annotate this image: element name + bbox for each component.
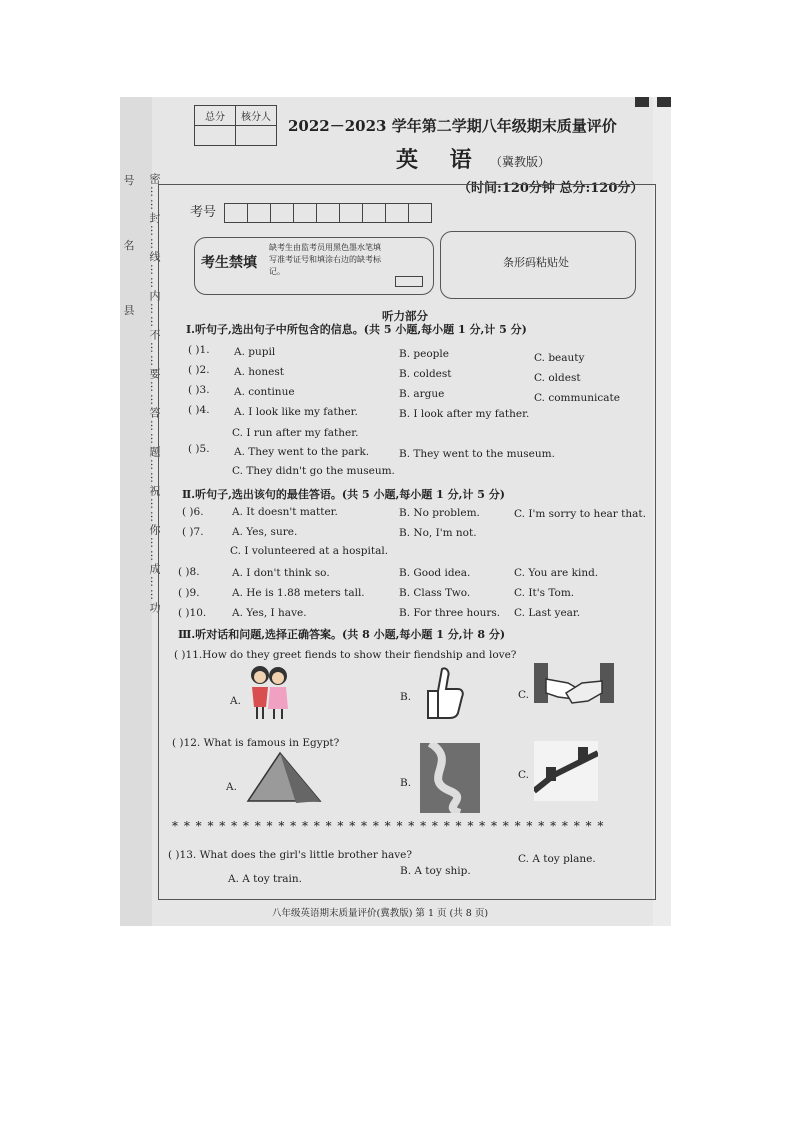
q12-option-b-label[interactable]: B.	[400, 777, 412, 789]
q6-option-c[interactable]: C. I'm sorry to hear that.	[514, 508, 646, 520]
q2-option-a[interactable]: A. honest	[234, 366, 284, 378]
q12-text: ( )12. What is famous in Egypt?	[172, 737, 340, 749]
score-table	[194, 105, 277, 146]
q10-option-c[interactable]: C. Last year.	[514, 607, 581, 619]
score-checker-label: 核分人	[236, 106, 277, 126]
q7-num: ( )7.	[182, 526, 204, 538]
q7-option-a[interactable]: A. Yes, sure.	[232, 526, 298, 538]
q12-option-c-label[interactable]: C.	[518, 769, 529, 781]
binding-label-county: 县	[123, 304, 135, 317]
q7-option-c[interactable]: C. I volunteered at a hospital.	[230, 545, 389, 557]
checker-cell[interactable]	[236, 126, 277, 146]
q3-option-b[interactable]: B. argue	[399, 388, 445, 400]
handshake-icon	[534, 663, 614, 719]
q5-option-b[interactable]: B. They went to the museum.	[399, 448, 555, 460]
q6-option-a[interactable]: A. It doesn't matter.	[232, 506, 338, 518]
score-total-label: 总分	[195, 106, 236, 126]
listening-title: 听力部分	[382, 309, 428, 323]
q11-option-b-label[interactable]: B.	[400, 691, 412, 703]
q1-option-c[interactable]: C. beauty	[534, 352, 585, 364]
dark-mark	[635, 97, 649, 107]
section1-heading: Ⅰ.听句子,选出句子中所包含的信息。(共 5 小题,每小题 1 分,计 5 分)	[186, 323, 527, 336]
exam-title: 2022－2023 学年第二学期八年级期末质量评价	[288, 117, 617, 135]
q5-option-a[interactable]: A. They went to the park.	[234, 446, 370, 458]
q8-num: ( )8.	[178, 566, 200, 578]
exam-number-boxes[interactable]	[224, 203, 431, 223]
q2-option-b[interactable]: B. coldest	[399, 368, 452, 380]
q2-num: ( )2.	[188, 364, 210, 376]
q9-option-c[interactable]: C. It's Tom.	[514, 587, 575, 599]
page-footer: 八年级英语期末质量评价(冀教版) 第 1 页 (共 8 页)	[272, 908, 489, 919]
q13-option-a[interactable]: A. A toy train.	[228, 873, 302, 885]
q13-text: ( )13. What does the girl's little brother have?	[168, 849, 413, 861]
q3-num: ( )3.	[188, 384, 210, 396]
q8-option-a[interactable]: A. I don't think so.	[232, 567, 330, 579]
binding-label-number: 号	[123, 174, 135, 187]
exam-number-row	[190, 201, 431, 223]
q10-option-b[interactable]: B. For three hours.	[399, 607, 501, 619]
rules-box	[194, 237, 434, 295]
q5-option-c[interactable]: C. They didn't go the museum.	[232, 465, 395, 477]
q4-num: ( )4.	[188, 404, 210, 416]
q9-option-b[interactable]: B. Class Two.	[399, 587, 471, 599]
section2-heading: Ⅱ.听句子,选出该句的最佳答语。(共 5 小题,每小题 1 分,计 5 分)	[182, 488, 505, 501]
score-cell[interactable]	[195, 126, 236, 146]
q4-option-a[interactable]: A. I look like my father.	[234, 406, 358, 418]
subject-title: 英 语	[396, 147, 484, 173]
star-divider: * * * * * * * * * * * * * * * * * * * * * * * * * * * * * * * * * * * * *	[172, 819, 605, 833]
great-wall-icon	[534, 741, 598, 801]
q6-option-b[interactable]: B. No problem.	[399, 507, 480, 519]
q9-num: ( )9.	[178, 587, 200, 599]
pyramid-icon	[244, 751, 324, 807]
q1-option-a[interactable]: A. pupil	[234, 346, 276, 358]
rules-text: 缺考生由监考员用黑色墨水笔填写准考证号和填涂右边的缺考标记。	[269, 243, 381, 276]
q12-option-a-label[interactable]: A.	[226, 781, 237, 793]
q8-option-b[interactable]: B. Good idea.	[399, 567, 471, 579]
q9-option-a[interactable]: A. He is 1.88 meters tall.	[232, 587, 365, 599]
q13-option-c[interactable]: C. A toy plane.	[518, 853, 596, 865]
q3-option-c[interactable]: C. communicate	[534, 392, 620, 404]
q4-option-b[interactable]: B. I look after my father.	[399, 408, 530, 420]
barcode-box	[440, 231, 636, 299]
exam-paper-photo	[120, 97, 671, 926]
q8-option-c[interactable]: C. You are kind.	[514, 567, 599, 579]
q4-option-c[interactable]: C. I run after my father.	[232, 427, 359, 439]
dark-mark	[657, 97, 671, 107]
q1-num: ( )1.	[188, 344, 210, 356]
thumbs-up-icon	[420, 663, 466, 721]
q11-text: ( )11.How do they greet fiends to show their fiendship and love?	[174, 649, 517, 661]
rules-title: 考生禁填	[201, 255, 257, 271]
absence-mark-box[interactable]	[395, 276, 423, 287]
q6-num: ( )6.	[182, 506, 204, 518]
q5-num: ( )5.	[188, 443, 210, 455]
q11-option-c-label[interactable]: C.	[518, 689, 529, 701]
seal-line-text: 密……封……线……内……不……要……答……题……祝……你……成……功	[148, 173, 161, 615]
q10-option-a[interactable]: A. Yes, I have.	[232, 607, 307, 619]
q1-option-b[interactable]: B. people	[399, 348, 449, 360]
q2-option-c[interactable]: C. oldest	[534, 372, 581, 384]
q7-option-b[interactable]: B. No, I'm not.	[399, 527, 477, 539]
section3-heading: Ⅲ.听对话和问题,选择正确答案。(共 8 小题,每小题 1 分,计 8 分)	[178, 628, 506, 641]
barcode-label: 条形码粘贴处	[503, 256, 569, 269]
q11-option-a-label[interactable]: A.	[230, 695, 241, 707]
q3-option-a[interactable]: A. continue	[234, 386, 295, 398]
q13-option-b[interactable]: B. A toy ship.	[400, 865, 471, 877]
time-info: （时间:120分钟 总分:120分）	[458, 181, 644, 196]
exam-number-label: 考号	[190, 205, 217, 220]
edition-label: （冀教版）	[490, 155, 551, 169]
river-icon	[420, 743, 480, 813]
q10-num: ( )10.	[178, 607, 207, 619]
binding-label-name: 名	[123, 239, 135, 252]
hugging-kids-icon	[244, 663, 294, 721]
